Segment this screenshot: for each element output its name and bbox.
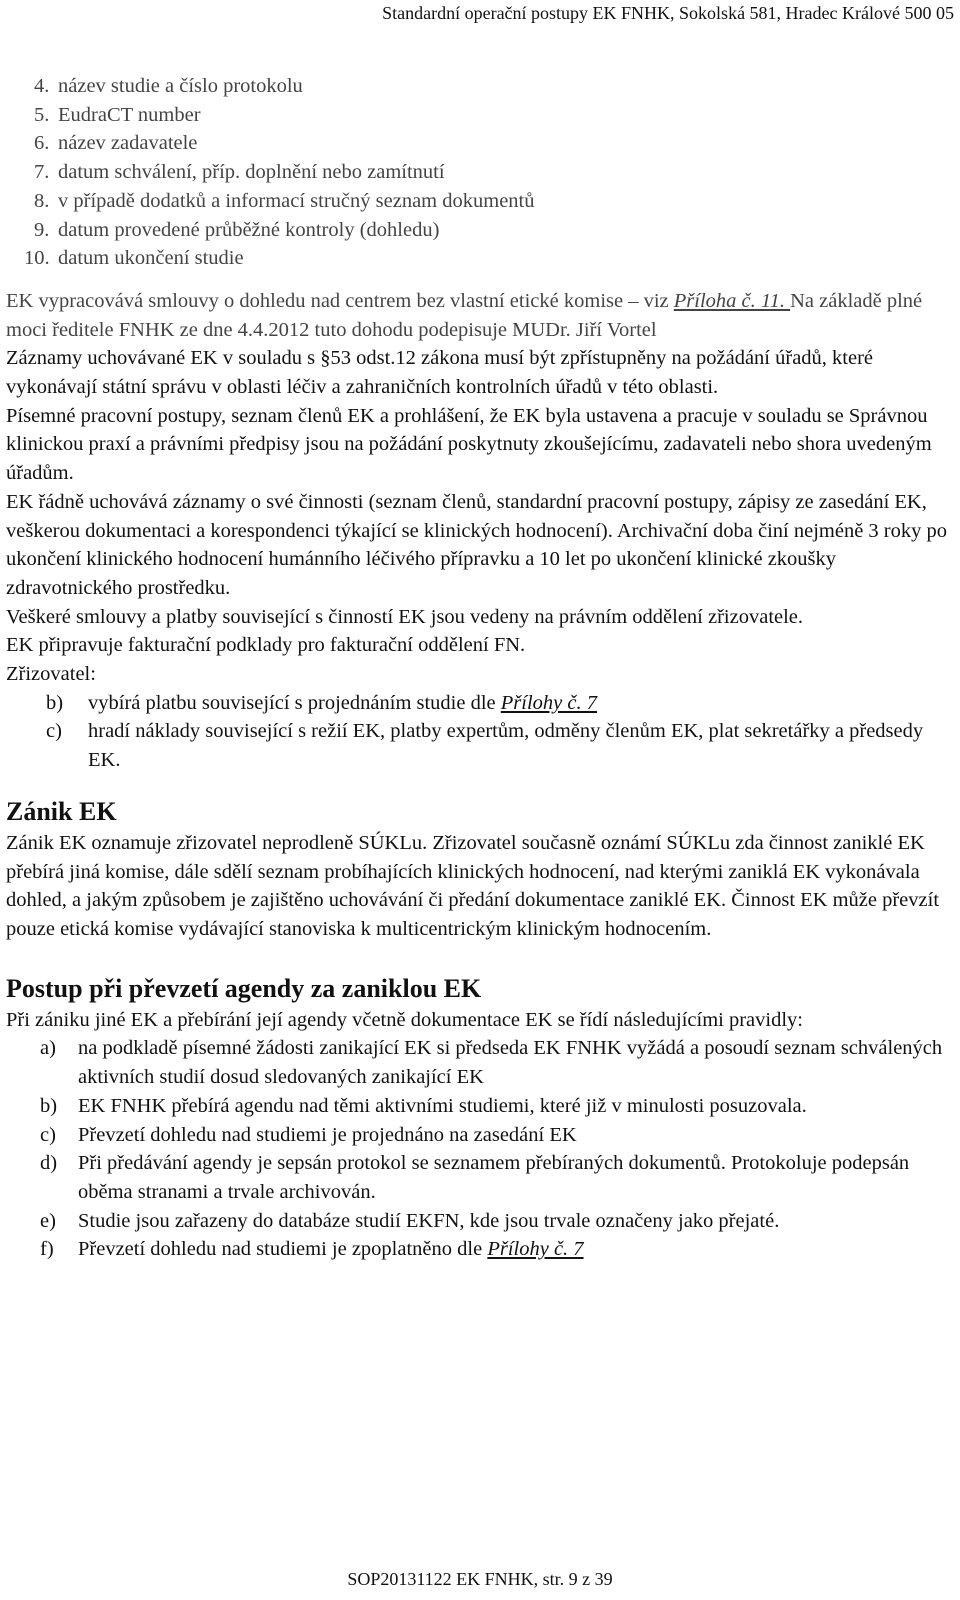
list-text: EK FNHK přebírá agendu nad těmi aktivními studiemi, které již v minulosti posuzovala.	[78, 1094, 807, 1117]
founder-list	[6, 689, 950, 775]
section-title-takeover: Postup při převzetí agendy za zaniklou EK	[6, 973, 482, 1003]
annex-11-link[interactable]: Příloha č. 11.	[673, 289, 791, 312]
annex-7-link[interactable]: Přílohy č. 7	[487, 1238, 584, 1261]
contract-text-end: Na základě plné moci ředitele FNHK ze dne 4.4.2012 tuto dohodu podepisuje MUDr. Jiří Vortel	[6, 289, 923, 341]
list-number: 6.	[34, 132, 50, 155]
list-number: 10.	[24, 247, 50, 270]
list-letter: e)	[40, 1209, 56, 1232]
list-text: Převzetí dohledu nad studiemi je projednáno na zasedání EK	[78, 1123, 577, 1146]
list-item	[34, 72, 950, 101]
list-letter: a)	[40, 1037, 56, 1060]
archive-paragraph: EK řádně uchovává záznamy o své činnosti (seznam členů, standardní pracovní postupy, zápisy ze zasedání EK, veškerou dokumentaci a korespondenci týkající se klinických hodnocení). Archivační doba činí nejméně 3 roky po ukončení klinického hodnocení humánního léčivého přípravku a 10 let po ukončení klinické zkoušky zdravotnického prostředku.	[6, 490, 948, 599]
list-number: 8.	[34, 189, 50, 212]
list-text: název studie a číslo protokolu	[58, 75, 303, 97]
page-header: Standardní operační postupy EK FNHK, Sokolská 581, Hradec Králové 500 05	[382, 3, 954, 23]
list-item	[34, 129, 950, 158]
takeover-intro: Při zániku jiné EK a přebírání její agendy včetně dokumentace EK se řídí následujícími pravidly:	[6, 1008, 803, 1031]
page-content	[6, 72, 950, 1264]
list-letter: f)	[40, 1238, 54, 1261]
list-text: datum ukončení studie	[58, 247, 244, 270]
list-text: datum provedené průběžné kontroly (dohledu)	[58, 218, 440, 241]
termination-paragraph: Zánik EK oznamuje zřizovatel neprodleně SÚKLu. Zřizovatel současně oznámí SÚKLu zda činnost zaniklé EK přebírá jiná komise, dále sdělí seznam probíhajících klinických hodnocení, nad kterými zaniklá EK vykonávala dohled, a jakým způsobem je zajištěno uchovávání či předání dokumentace zaniklé EK. Činnost EK může převzít pouze etická komise vydávající stanoviska k multicentrickým klinickým hodnocením.	[6, 831, 940, 940]
list-item	[6, 1149, 950, 1206]
list-item	[34, 101, 950, 130]
list-item	[24, 244, 950, 273]
contract-text-start: EK vypracovává smlouvy o dohledu nad centrem bez vlastní etické komise – viz	[6, 289, 674, 312]
list-item	[6, 717, 950, 774]
list-letter: c)	[40, 1123, 56, 1146]
contract-paragraph	[6, 287, 950, 344]
list-text: EudraCT number	[58, 103, 201, 126]
list-item	[34, 216, 950, 245]
list-text: Převzetí dohledu nad studiemi je zpoplatněno dle Přílohy č. 7	[78, 1238, 584, 1261]
list-item	[6, 1235, 950, 1264]
list-number: 4.	[34, 75, 50, 97]
list-text: vybírá platbu související s projednáním studie dle Přílohy č. 7	[88, 691, 597, 714]
list-text: Studie jsou zařazeny do databáze studií EKFN, kde jsou trvale označeny jako přejaté.	[78, 1209, 780, 1232]
list-text: v případě dodatků a informací stručný seznam dokumentů	[58, 189, 535, 212]
list-number: 7.	[34, 161, 50, 184]
annex-7-link[interactable]: Přílohy č. 7	[500, 691, 597, 714]
founder-label: Zřizovatel:	[6, 663, 96, 686]
list-text: datum schválení, příp. doplnění nebo zamítnutí	[58, 161, 445, 184]
section-title-termination: Zánik EK	[6, 796, 117, 826]
list-text: název zadavatele	[58, 132, 198, 155]
list-text: na podkladě písemné žádosti zanikající EK si předseda EK FNHK vyžádá a posoudí seznam schválených aktivních studií dosud sledovaných zanikající EK	[78, 1037, 943, 1089]
spacer	[6, 944, 950, 972]
spacer	[6, 273, 950, 287]
takeover-list	[6, 1034, 950, 1264]
list-letter: c)	[46, 720, 62, 743]
list-item	[6, 689, 950, 718]
spacer	[6, 775, 950, 795]
list-item	[6, 1207, 950, 1236]
list-text: Při předávání agendy je sepsán protokol se seznamem přebíraných dokumentů. Protokoluje podepsán oběma stranami a trvale archivován.	[78, 1152, 910, 1203]
list-item	[6, 1092, 950, 1121]
written-procedures-paragraph: Písemné pracovní postupy, seznam členů EK a prohlášení, že EK byla ustavena a pracuje v souladu se Správnou klinickou praxí a právními předpisy jsou na požádání poskytnuty zkoušejícímu, zadavateli nebo shora uvedeným úřadům.	[6, 404, 932, 485]
list-letter: d)	[40, 1152, 58, 1175]
list-item	[6, 1121, 950, 1150]
list-letter: b)	[40, 1094, 58, 1117]
records-list	[24, 72, 950, 273]
records-paragraph: Záznamy uchovávané EK v souladu s §53 odst.12 zákona musí být zpřístupněny na požádání úřadů, které vykonávají státní správu v oblasti léčiv a zahraničních kontrolních úřadů v této oblasti.	[6, 347, 874, 399]
contracts-paragraph: Veškeré smlouvy a platby související s činností EK jsou vedeny na právním oddělení zřizovatele.	[6, 605, 804, 628]
list-number: 5.	[34, 103, 50, 126]
list-letter: b)	[46, 691, 64, 714]
invoice-paragraph: EK připravuje fakturační podklady pro fakturační oddělení FN.	[6, 634, 526, 657]
list-item	[34, 187, 950, 216]
list-text: hradí náklady související s režií EK, platby expertům, odměny členům EK, plat sekretářky a předsedy EK.	[88, 720, 924, 772]
page-footer: SOP20131122 EK FNHK, str. 9 z 39	[347, 1569, 613, 1589]
list-number: 9.	[34, 218, 50, 241]
list-item	[6, 1034, 950, 1091]
list-item	[34, 158, 950, 187]
